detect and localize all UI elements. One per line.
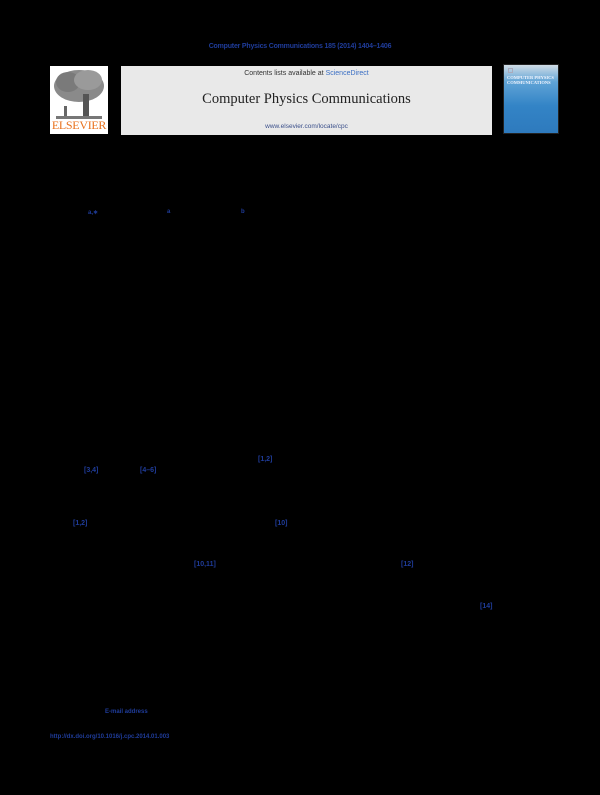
journal-banner	[121, 66, 492, 135]
elsevier-logo[interactable]	[50, 66, 108, 134]
citation-link[interactable]: [3,4]	[84, 467, 99, 474]
contents-availability	[121, 70, 492, 77]
author-affiliation-link[interactable]: a	[167, 209, 171, 215]
tree-icon	[50, 66, 108, 122]
citation-link[interactable]: [1,2]	[258, 456, 273, 463]
email-link[interactable]: E-mail address	[105, 709, 148, 715]
citation-link[interactable]: [1,2]	[73, 520, 88, 527]
citation-link[interactable]: [4–6]	[140, 467, 157, 474]
citation-link[interactable]: [14]	[480, 603, 493, 610]
journal-title: Computer Physics Communications	[202, 91, 411, 107]
citation-link[interactable]: [12]	[401, 561, 414, 568]
elsevier-wordmark: ELSEVIER	[51, 118, 107, 132]
contents-prefix: Contents lists available at	[244, 70, 326, 77]
journal-reference-link[interactable]: Computer Physics Communications 185 (2014) 1404–1406	[208, 43, 392, 50]
doi-link[interactable]: http://dx.doi.org/10.1016/j.cpc.2014.01.003	[50, 734, 170, 740]
cover-logo-icon	[508, 68, 513, 73]
citation-link[interactable]: [10,11]	[194, 561, 216, 568]
author-affiliation-link[interactable]: a,∗	[88, 210, 99, 216]
author-affiliation-link[interactable]: b	[241, 209, 245, 215]
sciencedirect-link[interactable]: ScienceDirect	[325, 70, 369, 77]
cover-title: COMPUTER PHYSICS COMMUNICATIONS	[507, 75, 554, 85]
journal-url-link[interactable]: www.elsevier.com/locate/cpc	[265, 123, 348, 130]
citation-link[interactable]: [10]	[275, 520, 288, 527]
journal-cover-image[interactable]	[503, 64, 559, 134]
